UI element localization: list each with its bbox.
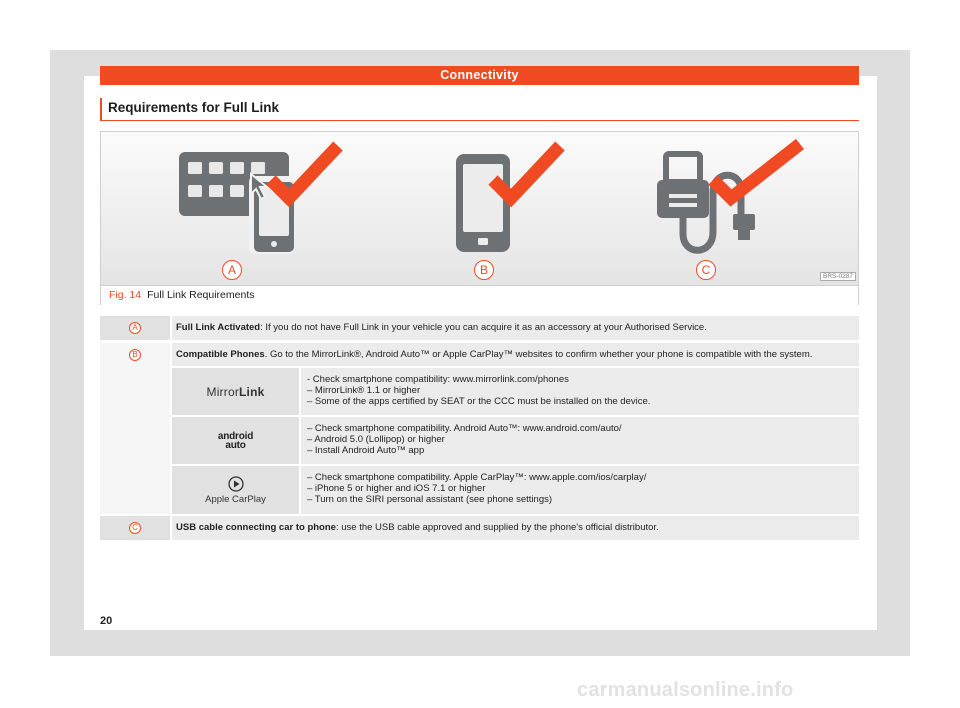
row-content-cell bbox=[172, 316, 859, 340]
page-number: 20 bbox=[100, 615, 113, 627]
table-row-carplay bbox=[100, 466, 859, 514]
table-row-a bbox=[100, 316, 859, 340]
screen-with-phone-icon bbox=[179, 152, 295, 254]
title-accent bbox=[100, 98, 102, 120]
section-header: Connectivity bbox=[100, 66, 859, 85]
row-key-cell bbox=[100, 316, 170, 340]
row-a-text bbox=[176, 322, 707, 333]
row-content-cell bbox=[172, 343, 859, 366]
figure-caption-text: Full Link Requirements bbox=[147, 289, 255, 301]
table-row-b bbox=[100, 343, 859, 366]
android-auto-details: – Check smartphone compatibility. Android Auto™: www.android.com/auto/ – Android 5.0 (Lollipop) or higher – Install Android Auto™ app bbox=[307, 423, 622, 456]
smartphone-icon bbox=[456, 154, 510, 252]
usb-cable-icon bbox=[657, 154, 755, 250]
row-key-cell bbox=[100, 516, 170, 540]
carplay-details: – Check smartphone compatibility. Apple CarPlay™: www.apple.com/ios/carplay/ – iPhone 5 or higher and iOS 7.1 or higher – Turn on the SIRI personal assistant (see phone settings) bbox=[307, 472, 647, 505]
mirrorlink-details: - Check smartphone compatibility: www.mirrorlink.com/phones – MirrorLink® 1.1 or higher – Some of the apps certified by SEAT or the CCC must be installed on the device. bbox=[307, 374, 651, 407]
row-c-description: : use the USB cable approved and supplied by the phone's official distributor. bbox=[335, 522, 659, 533]
row-c-text bbox=[176, 522, 659, 533]
mirrorlink-logo: MirrorLink bbox=[206, 384, 265, 399]
row-a-description: : If you do not have Full Link in your vehicle you can acquire it as an accessory at your Authorised Service. bbox=[260, 322, 707, 333]
carplay-play-icon bbox=[228, 476, 244, 492]
logo-cell bbox=[172, 466, 299, 514]
page-title: Requirements for Full Link bbox=[108, 100, 280, 115]
watermark: carmanualsonline.info bbox=[577, 679, 794, 701]
logo-cell bbox=[172, 368, 299, 415]
row-letter-a: A bbox=[129, 322, 141, 334]
callout-c: C bbox=[696, 260, 716, 280]
checkmark-icon-c bbox=[713, 144, 800, 198]
row-b-text bbox=[176, 349, 812, 360]
callout-a: A bbox=[222, 260, 242, 280]
figure bbox=[100, 131, 859, 305]
table-row-android-auto bbox=[100, 417, 859, 464]
detail-cell bbox=[301, 368, 859, 415]
carplay-logo-label: Apple CarPlay bbox=[205, 493, 266, 505]
row-content-cell bbox=[172, 516, 859, 540]
figure-caption bbox=[101, 285, 858, 305]
row-letter-c: C bbox=[129, 522, 141, 534]
row-b-label: Compatible Phones bbox=[176, 349, 265, 360]
figure-code: BRS-0287 bbox=[820, 272, 856, 281]
android-auto-logo: android auto bbox=[217, 430, 254, 451]
figure-number: Fig. 14 bbox=[109, 289, 142, 301]
table-row-mirrorlink bbox=[100, 368, 859, 415]
detail-cell bbox=[301, 417, 859, 464]
row-b-description: . Go to the MirrorLink®, Android Auto™ or Apple CarPlay™ websites to confirm whether your phone is compatible with the system. bbox=[264, 349, 813, 360]
callout-b: B bbox=[474, 260, 494, 280]
table-row-c bbox=[100, 516, 859, 540]
row-a-label: Full Link Activated bbox=[176, 322, 261, 333]
logo-cell bbox=[172, 417, 299, 464]
row-c-label: USB cable connecting car to phone bbox=[176, 522, 336, 533]
title-rule bbox=[100, 120, 859, 121]
row-letter-b: B bbox=[129, 349, 141, 361]
detail-cell bbox=[301, 466, 859, 514]
